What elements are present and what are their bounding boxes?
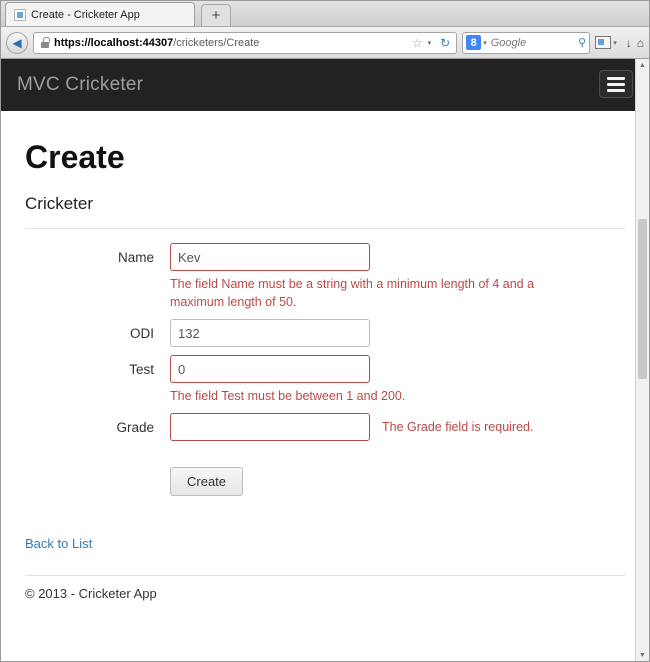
- footer-divider: [25, 575, 625, 576]
- chevron-down-icon[interactable]: ▾: [427, 39, 432, 47]
- input-odi[interactable]: [170, 319, 370, 347]
- download-button[interactable]: ↓: [625, 35, 632, 50]
- divider: [25, 228, 625, 229]
- scrollbar-thumb[interactable]: [638, 219, 647, 379]
- input-grade[interactable]: [170, 413, 370, 441]
- page-actions-button[interactable]: [595, 32, 621, 54]
- page-viewport: [1, 59, 649, 661]
- page-content: [1, 139, 649, 615]
- bookmark-star-icon[interactable]: ☆: [411, 35, 423, 50]
- error-test: The field Test must be between 1 and 200.: [170, 389, 406, 404]
- url-path: /cricketers/Create: [173, 36, 260, 49]
- label-name: Name: [117, 250, 154, 265]
- url-host: https://localhost:44307: [54, 36, 174, 49]
- reload-icon[interactable]: ↻: [440, 35, 451, 50]
- site-navbar: [1, 59, 649, 111]
- page-scrollbar[interactable]: [635, 59, 649, 661]
- label-odi: ODI: [129, 326, 154, 342]
- error-grade: The Grade field is required.: [382, 420, 534, 435]
- form-section-title: Cricketer: [25, 194, 94, 213]
- new-tab-button[interactable]: +: [201, 4, 231, 26]
- page-icon: [14, 9, 26, 21]
- lock-icon: [40, 37, 49, 48]
- scroll-up-icon[interactable]: ▲: [639, 61, 646, 69]
- label-grade: Grade: [116, 420, 154, 436]
- back-button[interactable]: ◀: [6, 32, 28, 54]
- hamburger-icon[interactable]: [599, 70, 633, 98]
- label-test: Test: [129, 362, 154, 378]
- back-to-list-link[interactable]: Back to List: [25, 536, 93, 552]
- search-input[interactable]: Google: [490, 36, 527, 49]
- form-row-odi: [25, 319, 625, 347]
- address-bar[interactable]: [33, 32, 457, 54]
- form-row-grade: [25, 413, 625, 441]
- input-name[interactable]: [170, 243, 370, 271]
- page-box-icon: [595, 36, 611, 49]
- input-test[interactable]: [170, 355, 370, 383]
- error-name: The field Name must be a string with a minimum length of 4 and a maximum length of 50.: [170, 277, 535, 310]
- form-row-name: [25, 243, 625, 311]
- site-brand[interactable]: MVC Cricketer: [17, 74, 144, 95]
- create-button[interactable]: Create: [170, 467, 243, 496]
- scroll-down-icon[interactable]: ▼: [639, 651, 646, 659]
- browser-toolbar: [1, 27, 649, 59]
- tab-title: Create - Cricketer App: [31, 8, 140, 21]
- search-engine-chevron-icon[interactable]: ▾: [483, 39, 487, 47]
- footer-text: © 2013 - Cricketer App: [25, 586, 157, 602]
- cricketer-form: [25, 243, 625, 496]
- search-bar[interactable]: [462, 32, 590, 54]
- page-title: Create: [25, 139, 125, 175]
- form-row-test: [25, 355, 625, 405]
- search-engine-icon[interactable]: 8: [466, 35, 481, 50]
- search-icon[interactable]: ⚲: [578, 37, 587, 49]
- tab-strip: [1, 1, 649, 27]
- home-button[interactable]: ⌂: [636, 35, 644, 50]
- page-actions-chevron-icon: ▾: [613, 39, 617, 47]
- browser-tab[interactable]: [5, 2, 195, 26]
